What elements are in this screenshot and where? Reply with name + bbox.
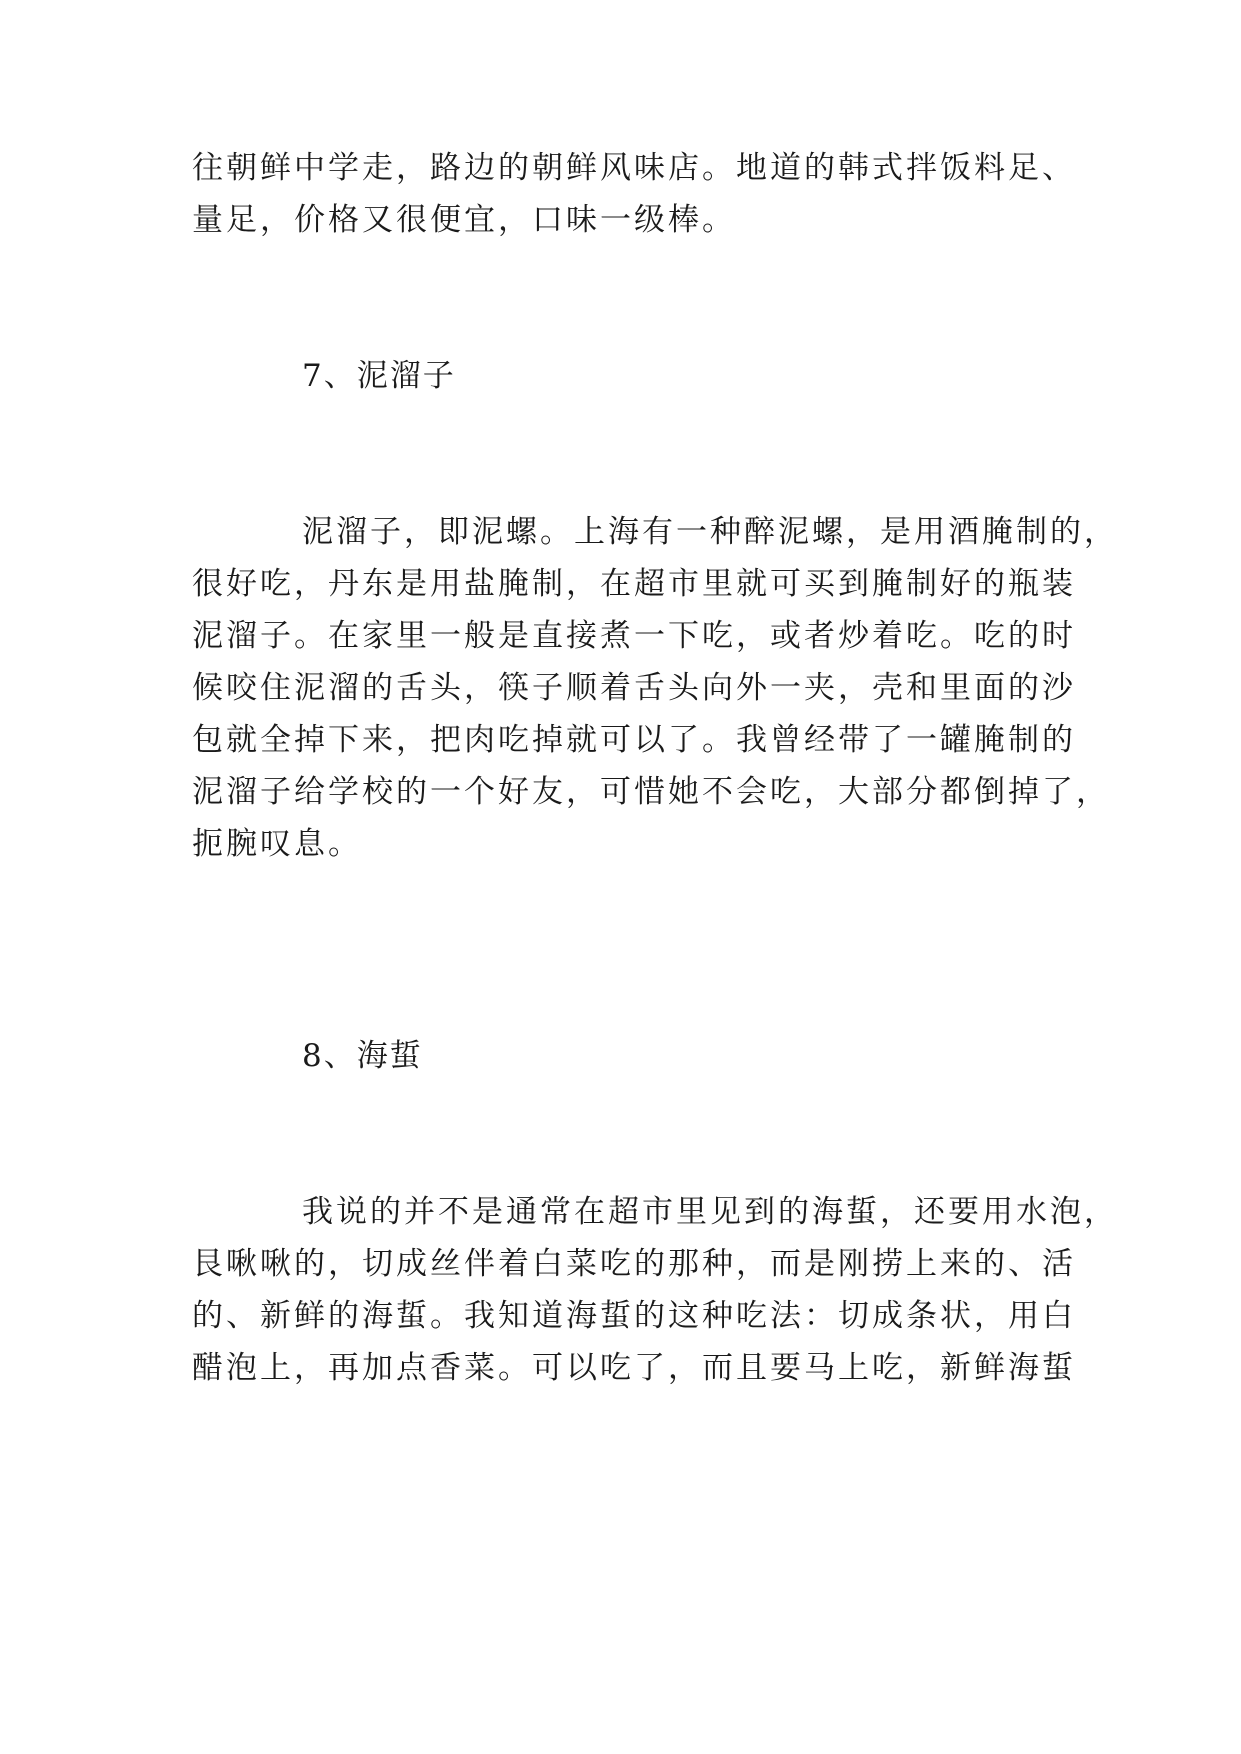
- section-7-line-4: 候咬住泥溜的舌头，筷子顺着舌头向外一夹，壳和里面的沙: [192, 670, 1076, 706]
- section-7-title: 7、泥溜子: [302, 358, 456, 394]
- section-7-line-1: 泥溜子，即泥螺。上海有一种醉泥螺，是用酒腌制的，: [302, 514, 1118, 550]
- section-7-line-5: 包就全掉下来，把肉吃掉就可以了。我曾经带了一罐腌制的: [192, 722, 1076, 758]
- section-7-line-6: 泥溜子给学校的一个好友，可惜她不会吃，大部分都倒掉了，: [192, 774, 1110, 810]
- section-7-line-2: 很好吃，丹东是用盐腌制，在超市里就可买到腌制好的瓶装: [192, 566, 1076, 602]
- intro-line-1: 往朝鲜中学走，路边的朝鲜风味店。地道的韩式拌饭料足、: [192, 150, 1076, 186]
- section-8-line-1: 我说的并不是通常在超市里见到的海蜇，还要用水泡，: [302, 1194, 1118, 1230]
- section-8-line-2: 艮啾啾的，切成丝伴着白菜吃的那种，而是刚捞上来的、活: [192, 1246, 1076, 1282]
- intro-line-2: 量足，价格又很便宜，口味一级棒。: [192, 202, 736, 238]
- section-8-line-3: 的、新鲜的海蜇。我知道海蜇的这种吃法：切成条状，用白: [192, 1298, 1076, 1334]
- section-7-line-7: 扼腕叹息。: [192, 826, 362, 862]
- section-8-title: 8、海蜇: [302, 1038, 423, 1074]
- section-7-line-3: 泥溜子。在家里一般是直接煮一下吃，或者炒着吃。吃的时: [192, 618, 1076, 654]
- section-8-line-4: 醋泡上，再加点香菜。可以吃了，而且要马上吃，新鲜海蜇: [192, 1350, 1076, 1386]
